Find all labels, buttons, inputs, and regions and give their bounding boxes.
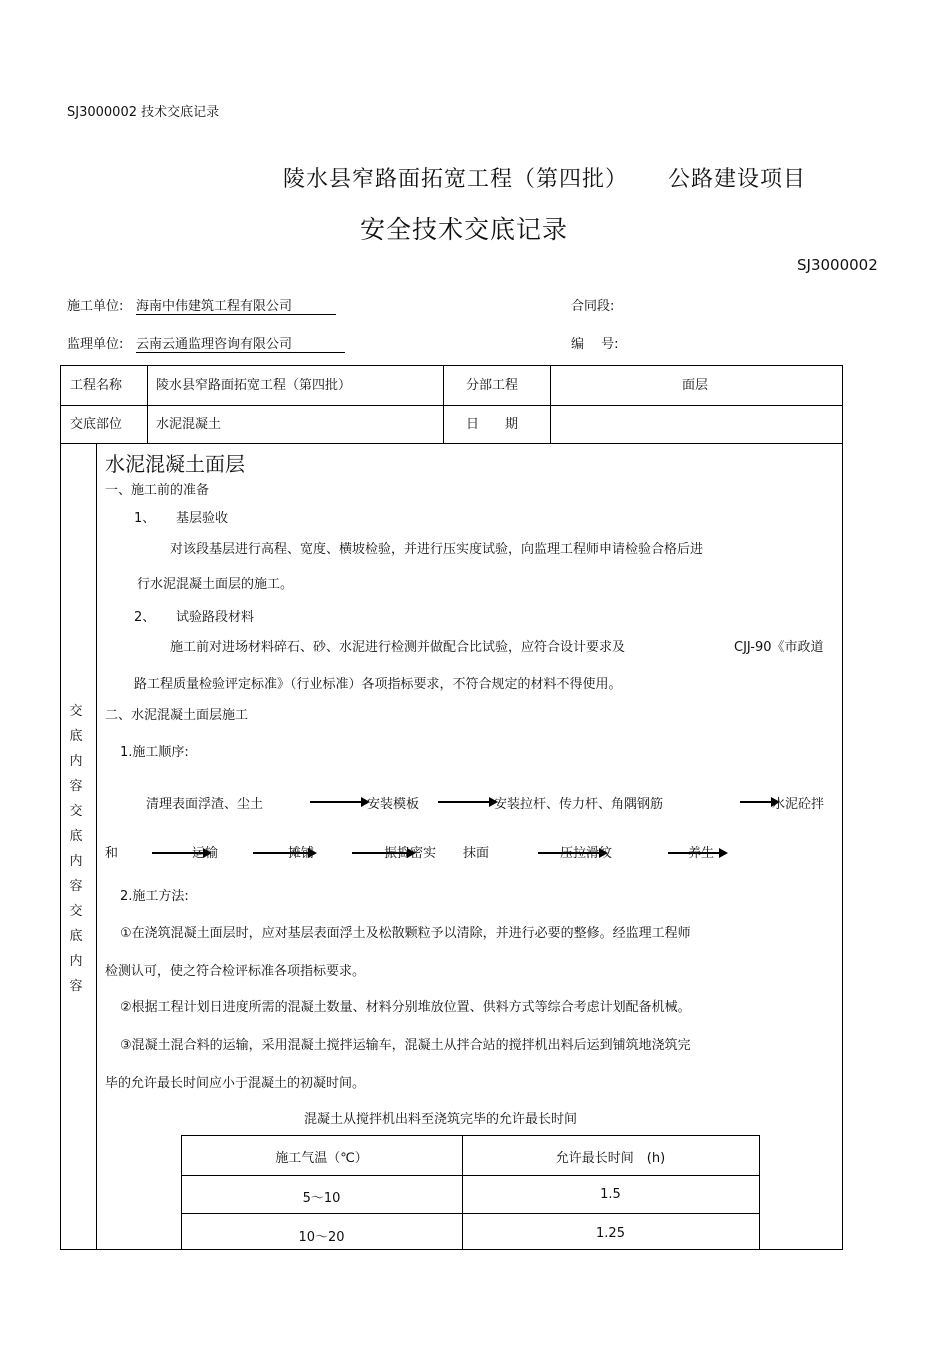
side-char: 交 [69, 904, 83, 919]
location-label: 交底部位 [70, 417, 123, 432]
side-label [62, 699, 90, 999]
flow-step: 振捣密实 [384, 846, 437, 861]
method-3-a: ③混凝土混合料的运输，采用混凝土搅拌运输车，混凝土从拌合站的搅拌机出料后运到铺筑地浇筑完 [120, 1038, 691, 1053]
method-1-a: ①在浇筑混凝土面层时，应对基层表面浮土及松散颗粒予以清除，并进行必要的整修。经监理工程师 [120, 926, 691, 941]
number-label: 编 号: [571, 337, 619, 352]
flow-step: 水泥砼拌 [772, 797, 825, 812]
method-3-b: 毕的允许最长时间应小于混凝土的初凝时间。 [105, 1076, 366, 1091]
table-cell: 1.25 [596, 1226, 625, 1241]
supervision-unit-label: 监理单位: [67, 337, 124, 352]
side-char: 交 [69, 704, 83, 719]
table-cell: 1.5 [600, 1187, 621, 1202]
method-label: 2.施工方法: [120, 889, 189, 904]
flow-arrow [310, 797, 370, 807]
record-code: SJ3000002 [797, 256, 878, 274]
sub-project-value: 面层 [682, 378, 709, 393]
content-heading: 水泥混凝土面层 [105, 452, 245, 476]
item-2-text-a: 施工前对进场材料碎石、砂、水泥进行检测并做配合比试验，应符合设计要求及 [170, 640, 626, 655]
side-char: 底 [69, 929, 83, 944]
flow-step: 摊铺 [288, 846, 315, 861]
side-char: 内 [69, 854, 83, 869]
table-cell: 10～20 [298, 1230, 345, 1245]
item-1-text-b: 行水泥混凝土面层的施工。 [137, 577, 294, 592]
flow-step: 压拉滑纹 [560, 846, 613, 861]
flow-step: 和 [105, 846, 119, 861]
item-2-number: 2、 [134, 610, 156, 625]
flow-step: 安装模板 [367, 797, 420, 812]
project-suffix: 公路建设项目 [668, 167, 807, 192]
item-2-text-a-tail: CJJ-90《市政道 [734, 640, 824, 655]
side-char: 底 [69, 729, 83, 744]
side-char: 交 [69, 804, 83, 819]
side-char: 内 [69, 754, 83, 769]
construction-unit-value: 海南中伟建筑工程有限公司 [136, 295, 336, 315]
item-1-text-a: 对该段基层进行高程、宽度、横坡检验，并进行压实度试验，向监理工程师申请检验合格后进 [170, 542, 704, 557]
flow-step: 养生 [688, 846, 715, 861]
method-1-b: 检测认可，使之符合检评标准各项指标要求。 [105, 964, 366, 979]
method-2: ②根据工程计划日进度所需的混凝土数量、材料分别堆放位置、供料方式等综合考虑计划配备机械。 [120, 1000, 691, 1015]
section-2-title: 二、水泥混凝土面层施工 [105, 708, 249, 723]
side-char: 容 [69, 779, 83, 794]
table-header-time: 允许最长时间 (h) [555, 1151, 666, 1166]
item-2-text-b: 路工程质量检验评定标准》（行业标准）各项指标要求，不符合规定的材料不得使用。 [134, 677, 622, 692]
flow-arrow [438, 797, 498, 807]
table-cell: 5～10 [302, 1191, 341, 1206]
table-caption: 混凝土从搅拌机出料至浇筑完毕的允许最长时间 [304, 1112, 578, 1127]
item-1-number: 1、 [134, 511, 156, 526]
doc-code-label: SJ3000002 技术交底记录 [67, 105, 220, 120]
flow-step: 抹面 [463, 846, 490, 861]
project-name-label: 工程名称 [70, 378, 123, 393]
side-char: 容 [69, 979, 83, 994]
table-header-temp: 施工气温（℃） [275, 1151, 368, 1166]
project-name-value: 陵水县窄路面拓宽工程（第四批） [156, 378, 352, 393]
flow-step: 清理表面浮渣、尘土 [146, 797, 264, 812]
item-1-title: 基层验收 [176, 511, 229, 526]
date-label: 日 期 [466, 417, 519, 432]
location-value: 水泥混凝土 [156, 417, 222, 432]
order-label: 1.施工顺序: [120, 745, 189, 760]
project-title: 陵水县窄路面拓宽工程（第四批） [283, 167, 629, 192]
section-1-title: 一、施工前的准备 [105, 483, 210, 498]
side-char: 内 [69, 954, 83, 969]
side-char: 容 [69, 879, 83, 894]
supervision-unit-value: 云南云通监理咨询有限公司 [136, 333, 345, 353]
construction-unit-label: 施工单位: [67, 299, 124, 314]
sub-project-label: 分部工程 [466, 378, 519, 393]
contract-label: 合同段: [571, 299, 615, 314]
flow-step: 运输 [192, 846, 219, 861]
side-char: 底 [69, 829, 83, 844]
flow-step: 安装拉杆、传力杆、角隅钢筋 [494, 797, 664, 812]
item-2-title: 试验路段材料 [176, 610, 255, 625]
record-title: 安全技术交底记录 [360, 215, 569, 244]
